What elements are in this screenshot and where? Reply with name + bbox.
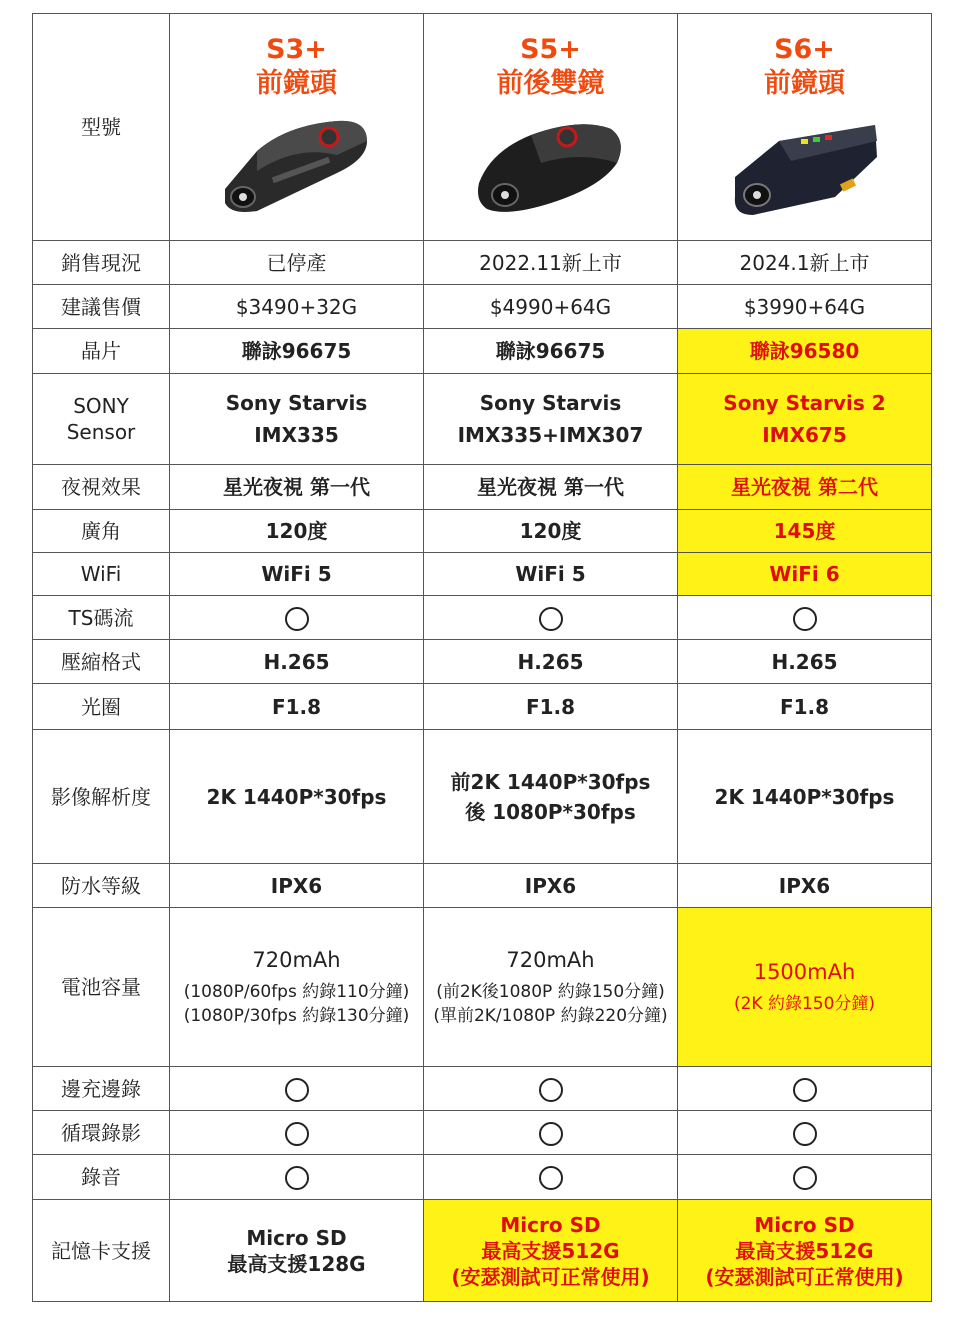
value-cell: 已停產 (170, 241, 424, 285)
value-cell: F1.8 (678, 684, 932, 730)
value-cell: IPX6 (170, 864, 424, 908)
row-price (33, 285, 932, 329)
dashcam-s5-image (471, 111, 631, 221)
value-cell-highlight: WiFi 6 (678, 553, 932, 596)
value-cell: IPX6 (424, 864, 678, 908)
row-resolution (33, 730, 932, 864)
row-label: 記憶卡支援 (33, 1200, 170, 1302)
value-cell-highlight: 145度 (678, 510, 932, 553)
value-cell: 2022.11新上市 (424, 241, 678, 285)
value-cell: 星光夜視 第一代 (424, 465, 678, 510)
sensor-line: Sony Starvis (479, 391, 622, 415)
value-cell: 聯詠96675 (170, 329, 424, 374)
row-card (33, 1200, 932, 1302)
row-label: TS碼流 (33, 596, 170, 640)
supported-circle-icon (285, 1122, 309, 1146)
value-cell: 聯詠96675 (424, 329, 678, 374)
battery-capacity: 720mAh (506, 948, 595, 973)
supported-circle-icon (793, 1078, 817, 1102)
value-cell-highlight (424, 1200, 678, 1302)
row-label: 錄音 (33, 1155, 170, 1200)
battery-capacity: 720mAh (252, 948, 341, 973)
supported-circle-icon (793, 1122, 817, 1146)
row-chip (33, 329, 932, 374)
card-line: 最高支援128G (227, 1251, 366, 1276)
row-night (33, 465, 932, 510)
sensor-line: IMX675 (762, 423, 847, 447)
value-cell (424, 374, 678, 465)
row-label: WiFi (33, 553, 170, 596)
row-label: 循環錄影 (33, 1111, 170, 1155)
value-cell: 星光夜視 第一代 (170, 465, 424, 510)
sensor-line: IMX335+IMX307 (457, 423, 644, 447)
row-label: 廣角 (33, 510, 170, 553)
value-cell: 120度 (424, 510, 678, 553)
supported-circle-icon (539, 1122, 563, 1146)
row-label: 銷售現況 (33, 241, 170, 285)
value-cell (424, 1155, 678, 1200)
row-label: 防水等級 (33, 864, 170, 908)
sensor-line: Sony Starvis 2 (723, 391, 886, 415)
card-line: Micro SD (246, 1225, 347, 1250)
model-subtitle: 前後雙鏡 (496, 68, 605, 99)
value-cell (424, 1111, 678, 1155)
row-charge-record (33, 1067, 932, 1111)
model-name: S3+ (266, 34, 327, 66)
value-cell: WiFi 5 (170, 553, 424, 596)
supported-circle-icon (539, 1166, 563, 1190)
sensor-line: IMX335 (254, 423, 339, 447)
battery-note: (1080P/60fps 約錄110分鐘) (183, 981, 410, 1002)
battery-note: (1080P/30fps 約錄130分鐘) (183, 1005, 410, 1026)
sensor-line: Sony Starvis (225, 391, 368, 415)
battery-note: (前2K後1080P 約錄150分鐘) (436, 981, 665, 1002)
model-cell-s6 (678, 14, 932, 241)
value-cell: H.265 (170, 640, 424, 684)
supported-circle-icon (539, 1078, 563, 1102)
row-wifi (33, 553, 932, 596)
dashcam-s6-image (725, 111, 885, 221)
supported-circle-icon (793, 1166, 817, 1190)
model-name: S5+ (520, 34, 581, 66)
supported-circle-icon (285, 607, 309, 631)
row-label (33, 374, 170, 465)
resolution-line: 2K 1440P*30fps (206, 784, 387, 809)
value-cell: F1.8 (170, 684, 424, 730)
resolution-line: 後 1080P*30fps (465, 799, 636, 824)
row-label: 光圈 (33, 684, 170, 730)
value-cell: $3490+32G (170, 285, 424, 329)
value-cell (170, 374, 424, 465)
model-cell-s5 (424, 14, 678, 241)
value-cell-highlight (678, 374, 932, 465)
value-cell-highlight: 星光夜視 第二代 (678, 465, 932, 510)
row-label: 影像解析度 (33, 730, 170, 864)
resolution-line: 2K 1440P*30fps (714, 784, 895, 809)
value-cell (678, 1067, 932, 1111)
value-cell-highlight (678, 1200, 932, 1302)
row-aperture (33, 684, 932, 730)
row-codec (33, 640, 932, 684)
row-angle (33, 510, 932, 553)
supported-circle-icon (793, 607, 817, 631)
value-cell (170, 1155, 424, 1200)
battery-note: (單前2K/1080P 約錄220分鐘) (433, 1005, 668, 1026)
value-cell: 120度 (170, 510, 424, 553)
row-audio (33, 1155, 932, 1200)
value-cell (678, 596, 932, 640)
value-cell: 2024.1新上市 (678, 241, 932, 285)
value-cell (170, 596, 424, 640)
value-cell: $4990+64G (424, 285, 678, 329)
value-cell (678, 1155, 932, 1200)
value-cell (170, 1200, 424, 1302)
row-label: 電池容量 (33, 908, 170, 1067)
model-name: S6+ (774, 34, 835, 66)
row-status (33, 241, 932, 285)
card-line: 最高支援512G (735, 1238, 874, 1263)
supported-circle-icon (285, 1078, 309, 1102)
comparison-table (32, 13, 932, 1302)
value-cell (424, 730, 678, 864)
row-ts (33, 596, 932, 640)
value-cell (170, 1067, 424, 1111)
card-line: Micro SD (500, 1212, 601, 1237)
resolution-line: 前2K 1440P*30fps (450, 769, 651, 794)
row-label-line: SONY (73, 394, 129, 418)
row-label: 夜視效果 (33, 465, 170, 510)
card-line: Micro SD (754, 1212, 855, 1237)
model-subtitle: 前鏡頭 (256, 68, 337, 99)
value-cell (678, 1111, 932, 1155)
value-cell: H.265 (678, 640, 932, 684)
row-label-line: Sensor (66, 420, 136, 444)
card-line: (安瑟測試可正常使用) (705, 1264, 904, 1289)
value-cell: $3990+64G (678, 285, 932, 329)
value-cell: F1.8 (424, 684, 678, 730)
row-label: 晶片 (33, 329, 170, 374)
row-label: 建議售價 (33, 285, 170, 329)
supported-circle-icon (285, 1166, 309, 1190)
row-battery (33, 908, 932, 1067)
row-waterproof (33, 864, 932, 908)
card-line: (安瑟測試可正常使用) (451, 1264, 650, 1289)
value-cell (170, 1111, 424, 1155)
dashcam-s3-image (217, 111, 377, 221)
value-cell: WiFi 5 (424, 553, 678, 596)
card-line: 最高支援512G (481, 1238, 620, 1263)
value-cell (424, 1067, 678, 1111)
row-label: 邊充邊錄 (33, 1067, 170, 1111)
value-cell: IPX6 (678, 864, 932, 908)
value-cell-highlight: 聯詠96580 (678, 329, 932, 374)
value-cell (170, 908, 424, 1067)
battery-capacity: 1500mAh (753, 960, 856, 985)
row-loop (33, 1111, 932, 1155)
value-cell (678, 730, 932, 864)
value-cell (170, 730, 424, 864)
row-label-model: 型號 (33, 14, 170, 241)
model-row (33, 14, 932, 241)
value-cell: H.265 (424, 640, 678, 684)
row-sensor (33, 374, 932, 465)
row-label: 壓縮格式 (33, 640, 170, 684)
value-cell (424, 908, 678, 1067)
value-cell-highlight (678, 908, 932, 1067)
model-subtitle: 前鏡頭 (764, 68, 845, 99)
value-cell (424, 596, 678, 640)
battery-note: (2K 約錄150分鐘) (733, 993, 876, 1014)
supported-circle-icon (539, 607, 563, 631)
model-cell-s3 (170, 14, 424, 241)
